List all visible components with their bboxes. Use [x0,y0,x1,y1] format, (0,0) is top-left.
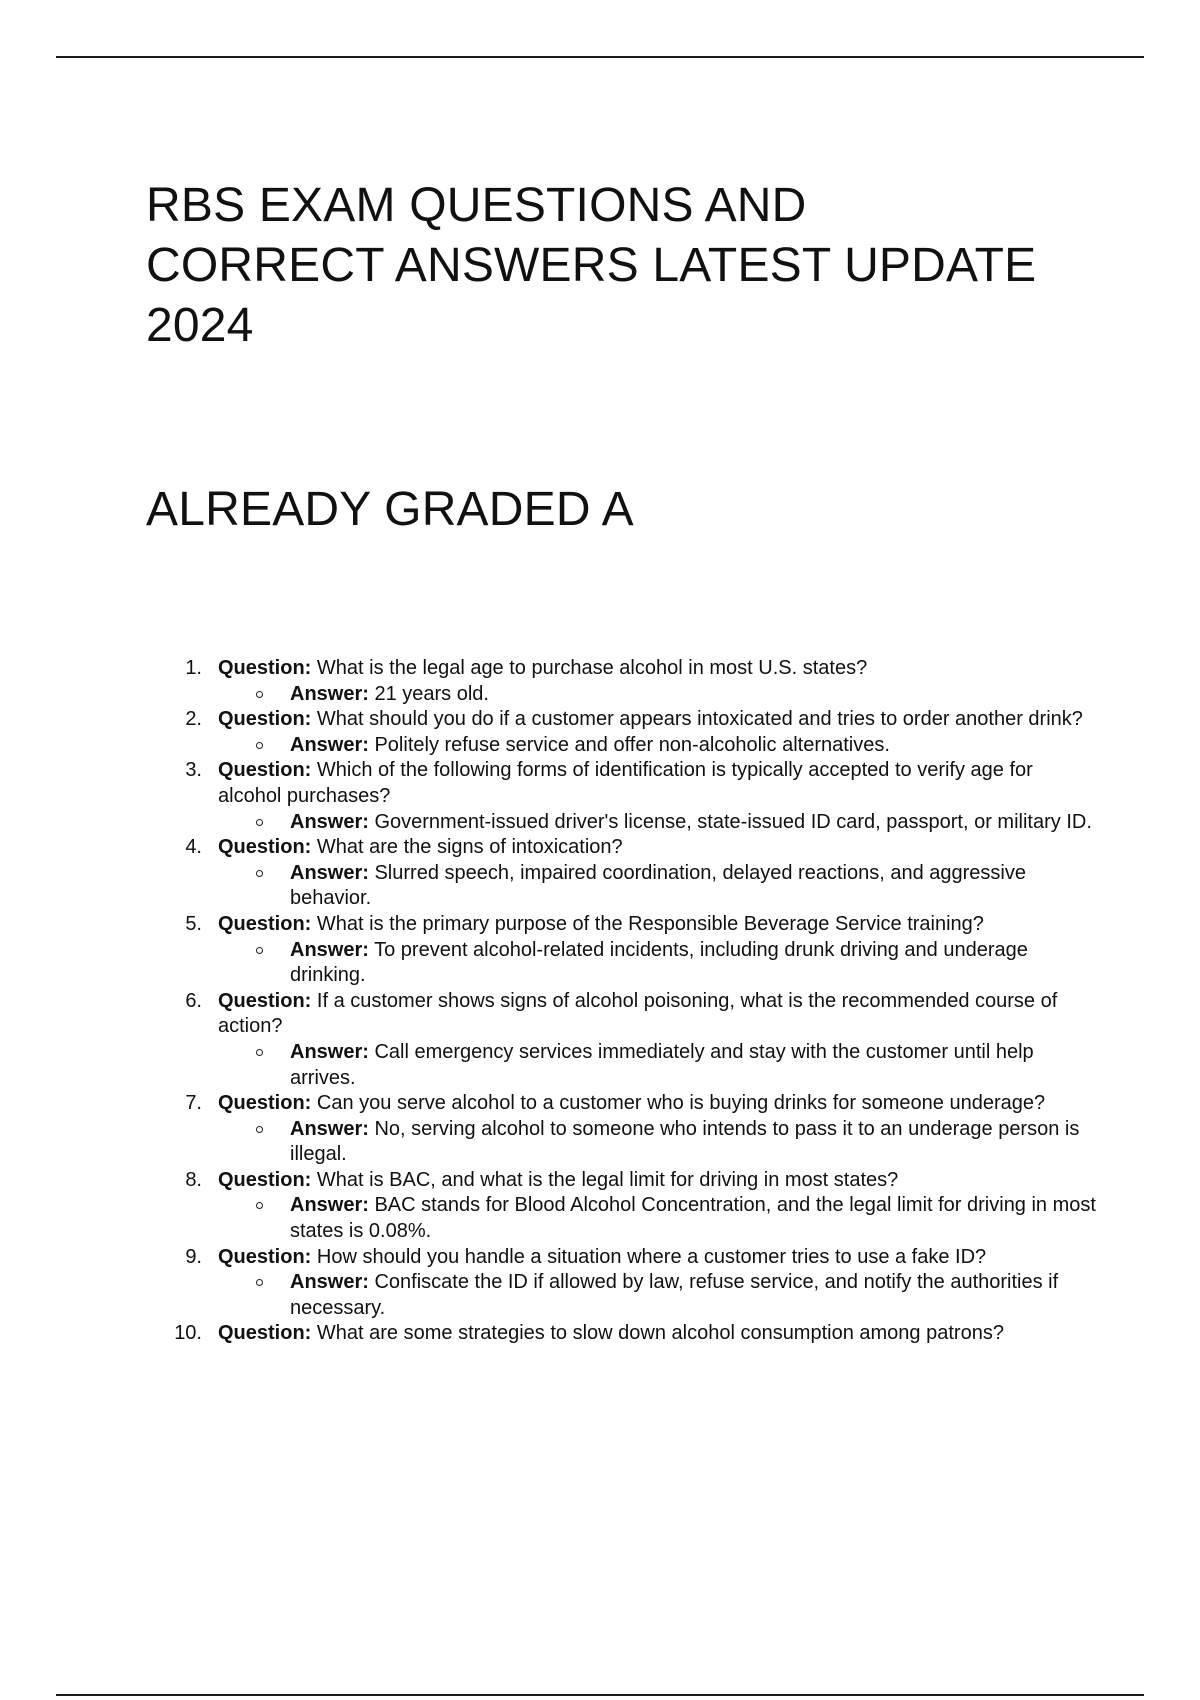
circle-bullet-icon [256,947,263,954]
question-line [218,1321,1100,1347]
answer-text: Call emergency services immediately and stay with the customer until help arrives. [290,1040,1034,1089]
question-item [170,758,1100,835]
answer-line [218,1117,1100,1168]
circle-bullet-icon [256,742,263,749]
answer-text: Government-issued driver's license, state-issued ID card, passport, or military ID. [374,810,1092,833]
question-number: 1. [185,657,202,679]
question-line [218,758,1100,809]
answer-label: Answer: [290,1194,369,1217]
question-line [218,1245,1100,1271]
question-label: Question: [218,989,312,1012]
question-text: If a customer shows signs of alcohol poisoning, what is the recommended course of action? [218,989,1058,1038]
circle-bullet-icon [256,1049,263,1056]
answer-text: Slurred speech, impaired coordination, delayed reactions, and aggressive behavior. [290,861,1026,910]
question-number: 6. [185,989,202,1012]
question-line [218,1168,1100,1194]
answer-label: Answer: [290,682,369,705]
answer-label: Answer: [290,861,369,884]
question-label: Question: [218,836,312,859]
question-text: What is the legal age to purchase alcohol in most U.S. states? [316,657,868,679]
circle-bullet-icon [256,1202,263,1209]
circle-bullet-icon [256,691,263,698]
question-line [218,835,1100,861]
answer-line [218,861,1100,912]
question-item [170,656,1100,707]
answer-text: Confiscate the ID if allowed by law, refuse service, and notify the authorities if necessary. [290,1271,1059,1319]
circle-bullet-icon [256,870,263,877]
question-list [170,656,1100,1347]
question-text: What are some strategies to slow down alcohol consumption among patrons? [316,1322,1004,1345]
circle-bullet-icon [256,819,263,826]
question-line [218,1091,1100,1117]
question-label: Question: [218,708,312,731]
question-text: Which of the following forms of identification is typically accepted to verify age for alcohol purchases? [218,759,1033,807]
question-number: 8. [185,1168,202,1191]
circle-bullet-icon [256,1279,263,1286]
answer-line [218,810,1100,836]
question-label: Question: [218,759,312,782]
question-item [170,912,1100,989]
question-label: Question: [218,912,312,935]
question-text: What is BAC, and what is the legal limit for driving in most states? [316,1168,899,1191]
answer-line [218,1040,1100,1091]
answer-label: Answer: [290,810,369,833]
question-line [218,656,1100,682]
top-divider [56,56,1144,58]
circle-bullet-icon [256,1126,263,1133]
answer-line [218,682,1100,708]
question-number: 3. [185,759,202,782]
document-title: RBS EXAM QUESTIONS AND CORRECT ANSWERS LATEST UPDATE 2024 [146,179,1037,352]
question-label: Question: [218,1245,312,1268]
answer-label: Answer: [290,1117,369,1140]
question-text: Can you serve alcohol to a customer who is buying drinks for someone underage? [316,1092,1046,1115]
question-item [170,1321,1100,1347]
question-number: 4. [185,836,202,859]
question-item [170,1091,1100,1168]
question-item [170,707,1100,758]
document-subtitle: ALREADY GRADED A [146,483,634,536]
question-line [218,989,1100,1040]
question-number: 10. [174,1322,202,1345]
answer-line [218,1270,1100,1321]
question-number: 9. [185,1245,202,1268]
question-item [170,1245,1100,1322]
answer-text: 21 years old. [374,682,489,705]
answer-text: To prevent alcohol-related incidents, including drunk driving and underage drinking. [290,938,1028,987]
question-label: Question: [218,1092,312,1115]
question-item [170,1168,1100,1245]
answer-label: Answer: [290,1040,369,1063]
question-label: Question: [218,657,312,679]
question-text: How should you handle a situation where a customer tries to use a fake ID? [316,1245,987,1268]
answer-label: Answer: [290,938,369,961]
question-line [218,707,1100,733]
answer-line [218,733,1100,759]
question-item [170,989,1100,1091]
question-label: Question: [218,1168,312,1191]
bottom-divider [56,1694,1144,1696]
question-label: Question: [218,1322,312,1345]
answer-label: Answer: [290,1271,369,1294]
question-number: 7. [185,1092,202,1115]
question-text: What should you do if a customer appears intoxicated and tries to order another drink? [316,708,1083,731]
question-number: 2. [185,708,202,731]
question-number: 5. [185,912,202,935]
question-line [218,912,1100,938]
answer-line [218,938,1100,989]
answer-text: BAC stands for Blood Alcohol Concentration, and the legal limit for driving in most states is 0.08%. [290,1194,1096,1243]
question-item [170,835,1100,912]
answer-text: No, serving alcohol to someone who intends to pass it to an underage person is illegal. [290,1117,1080,1166]
answer-label: Answer: [290,733,369,756]
answer-text: Politely refuse service and offer non-alcoholic alternatives. [374,733,890,756]
answer-line [218,1193,1100,1244]
question-text: What is the primary purpose of the Responsible Beverage Service training? [316,912,984,935]
question-text: What are the signs of intoxication? [316,836,623,859]
